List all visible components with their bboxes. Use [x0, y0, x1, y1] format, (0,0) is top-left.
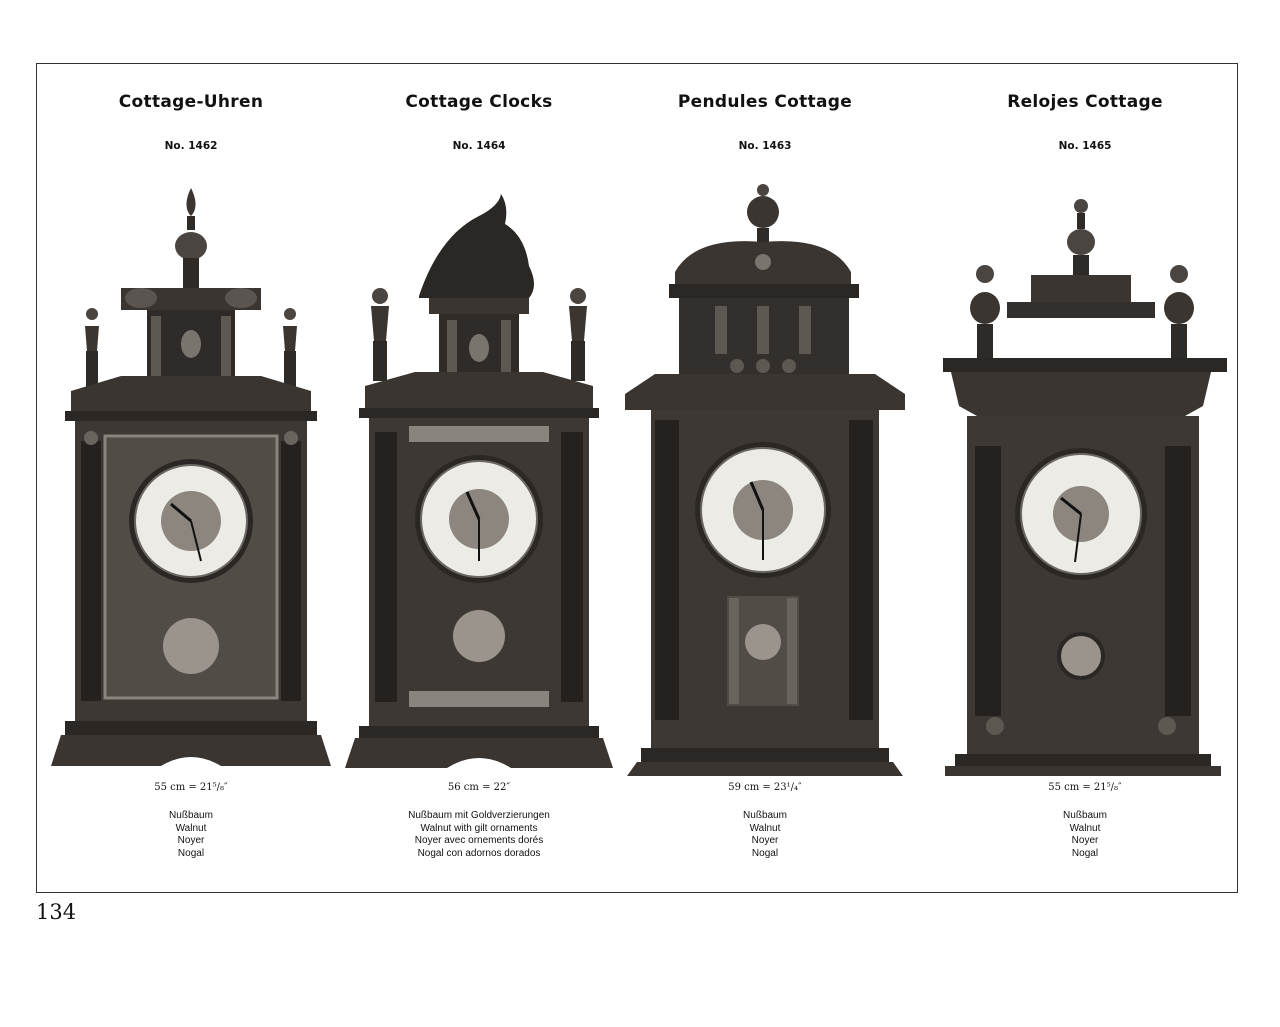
page-number: 134 [36, 900, 77, 924]
material-english: Walnut with gilt ornaments [420, 822, 538, 834]
size-label: 59 cm = 23¹/₄″ [728, 782, 802, 793]
catalog-page-frame [36, 63, 1238, 893]
material-spanish: Nogal [1071, 847, 1099, 859]
model-number: No. 1465 [1058, 140, 1112, 152]
material-french: Noyer [1071, 835, 1099, 846]
clock-illustration-1464 [329, 176, 629, 776]
column-heading: Cottage-Uhren [118, 92, 264, 112]
material-spanish: Nogal [751, 847, 779, 859]
material-spanish: Nogal con adornos dorados [417, 847, 541, 859]
catalog-column-1464 [329, 64, 629, 892]
material-spanish: Nogal [177, 847, 205, 859]
material-german: Nußbaum [1063, 810, 1107, 821]
column-heading: Pendules Cottage [677, 92, 853, 112]
material-list [41, 810, 341, 860]
model-number: No. 1463 [738, 140, 792, 152]
column-heading: Relojes Cottage [1007, 92, 1163, 112]
model-number: No. 1462 [164, 140, 218, 152]
material-french: Noyer [751, 835, 779, 846]
material-list [935, 810, 1235, 860]
column-heading: Cottage Clocks [405, 92, 553, 112]
clock-illustration-1463 [615, 176, 915, 776]
size-label: 55 cm = 21⁵/₈″ [154, 782, 228, 793]
model-number: No. 1464 [452, 140, 506, 152]
material-german: Nußbaum [743, 810, 787, 821]
material-german: Nußbaum mit Goldverzierungen [408, 810, 550, 821]
catalog-column-1465 [935, 64, 1235, 892]
material-english: Walnut [749, 822, 781, 834]
size-label: 55 cm = 21⁵/₈″ [1048, 782, 1122, 793]
material-french: Noyer avec ornements dorés [414, 835, 544, 846]
material-english: Walnut [175, 822, 207, 834]
size-label: 56 cm = 22″ [447, 782, 511, 793]
catalog-column-1462 [41, 64, 341, 892]
material-french: Noyer [177, 835, 205, 846]
material-german: Nußbaum [169, 810, 213, 821]
clock-illustration-1465 [935, 176, 1235, 776]
material-list [329, 810, 629, 860]
clock-illustration-1462 [41, 176, 341, 776]
material-list [615, 810, 915, 860]
material-english: Walnut [1069, 822, 1101, 834]
catalog-column-1463 [615, 64, 915, 892]
